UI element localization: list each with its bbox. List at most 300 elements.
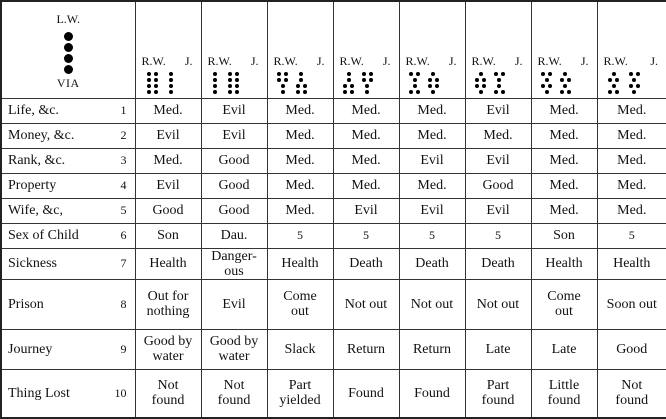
figure-dot	[284, 72, 288, 76]
table-cell: Med.	[267, 98, 333, 123]
figure-line	[147, 84, 158, 88]
table-cell: Death	[399, 248, 465, 279]
row-label-cell	[1, 329, 135, 369]
table-cell: Med.	[333, 173, 399, 198]
geomantic-figures	[532, 68, 581, 94]
figure-line	[228, 78, 239, 82]
table-cell: Evil	[201, 98, 267, 123]
figure-line	[629, 72, 640, 76]
figure-dot	[563, 84, 567, 88]
table-cell: Good by water	[201, 329, 267, 369]
j-figure	[560, 72, 571, 94]
figure-line	[428, 72, 439, 76]
row-label-cell	[1, 223, 135, 248]
table-cell: Danger- ous	[201, 248, 267, 279]
figure-dot	[413, 84, 417, 88]
figure-dot	[154, 72, 158, 76]
table-cell: Med.	[531, 173, 597, 198]
table-cell: 5	[399, 223, 465, 248]
geomantic-figures	[400, 68, 449, 94]
figure-line	[560, 90, 571, 94]
figure-dot	[632, 78, 636, 82]
figure-dot	[475, 84, 479, 88]
figure-line	[362, 72, 373, 76]
figure-dot	[228, 78, 232, 82]
figure-line	[494, 90, 505, 94]
figure-dot	[482, 78, 486, 82]
via-dot	[64, 43, 73, 52]
table-cell: Med.	[597, 173, 666, 198]
figure-line	[541, 72, 552, 76]
table-row	[1, 98, 666, 123]
figure-line	[228, 72, 239, 76]
via-label: VIA	[56, 76, 80, 90]
row-label: Prison	[8, 296, 44, 312]
figure-dot	[362, 72, 366, 76]
figure-dot	[615, 90, 619, 94]
table-cell: Not found	[201, 369, 267, 418]
rw-label: R.W.	[603, 53, 628, 68]
figure-dot	[431, 72, 435, 76]
figure-line	[494, 84, 505, 88]
figure-line	[541, 78, 552, 82]
j-figure	[428, 72, 439, 94]
corner-cell	[1, 1, 135, 98]
figure-line	[409, 78, 420, 82]
column-header-labels	[202, 54, 267, 68]
figure-line	[213, 90, 217, 94]
rw-label: R.W.	[405, 53, 430, 68]
row-number: 2	[120, 128, 127, 142]
table-cell: Health	[267, 248, 333, 279]
j-figure	[494, 72, 505, 94]
rw-figure	[409, 72, 420, 94]
figure-line	[343, 90, 354, 94]
row-number: 4	[120, 178, 127, 192]
figure-dot	[281, 90, 285, 94]
figure-line	[541, 90, 552, 94]
figure-line	[475, 84, 486, 88]
rw-label: R.W.	[141, 53, 166, 68]
row-label-cell	[1, 148, 135, 173]
figure-line	[213, 72, 217, 76]
table-cell: Good	[201, 198, 267, 223]
figure-dot	[284, 78, 288, 82]
figure-dot	[428, 84, 432, 88]
table-cell: Evil	[465, 198, 531, 223]
geomantic-figures	[334, 68, 383, 94]
row-label: Property	[8, 178, 57, 193]
table-cell: Med.	[267, 198, 333, 223]
figure-dot	[235, 84, 239, 88]
table-cell: Med.	[399, 123, 465, 148]
row-number: 5	[120, 203, 127, 217]
table-cell: Good	[465, 173, 531, 198]
figure-dot	[303, 84, 307, 88]
column-header-labels	[268, 54, 333, 68]
row-number: 9	[120, 341, 127, 356]
figure-dot	[431, 90, 435, 94]
row-label: Sickness	[8, 256, 57, 271]
table-cell: Evil	[399, 148, 465, 173]
figure-dot	[228, 84, 232, 88]
figure-dot	[213, 78, 217, 82]
figure-line	[277, 84, 288, 88]
row-label: Life, &c.	[8, 103, 59, 118]
figure-dot	[350, 84, 354, 88]
table-cell: Med.	[597, 148, 666, 173]
figure-dot	[213, 72, 217, 76]
figure-dot	[235, 72, 239, 76]
figure-line	[608, 72, 619, 76]
figure-dot	[147, 90, 151, 94]
j-label: J.	[580, 53, 589, 68]
figure-line	[608, 90, 619, 94]
figure-dot	[545, 78, 549, 82]
figure-line	[296, 78, 307, 82]
rw-figure	[541, 72, 552, 94]
figure-dot	[435, 78, 439, 82]
column-header-labels	[532, 54, 597, 68]
figure-dot	[277, 72, 281, 76]
figure-line	[228, 90, 239, 94]
figure-line	[362, 78, 373, 82]
figure-line	[343, 84, 354, 88]
row-label: Money, &c.	[8, 128, 75, 143]
figure-dot	[435, 84, 439, 88]
j-label: J.	[448, 53, 457, 68]
figure-dot	[475, 78, 479, 82]
figure-dot	[612, 72, 616, 76]
table-cell: Slack	[267, 329, 333, 369]
figure-line	[608, 84, 619, 88]
table-cell: Evil	[135, 123, 201, 148]
figure-dot	[548, 72, 552, 76]
figure-dot	[632, 90, 636, 94]
figure-line	[560, 72, 571, 76]
table-row	[1, 223, 666, 248]
table-cell: Evil	[201, 279, 267, 329]
figure-dot	[541, 84, 545, 88]
row-label-cell	[1, 123, 135, 148]
table-cell: Good	[597, 329, 666, 369]
column-header-labels	[334, 54, 399, 68]
figure-dot	[501, 90, 505, 94]
table-row	[1, 279, 666, 329]
row-number: 7	[120, 256, 127, 270]
j-label: J.	[650, 53, 658, 68]
table-cell: Not found	[135, 369, 201, 418]
geomantic-figures	[136, 68, 185, 94]
j-label: J.	[514, 53, 523, 68]
table-cell: Med.	[531, 123, 597, 148]
row-label-cell	[1, 248, 135, 279]
figure-line	[296, 72, 307, 76]
table-row	[1, 329, 666, 369]
rw-label: R.W.	[339, 53, 364, 68]
figure-dot	[369, 78, 373, 82]
j-figure	[169, 72, 173, 94]
figure-dot	[169, 84, 173, 88]
figure-dot	[277, 78, 281, 82]
geomantic-figures	[466, 68, 515, 94]
figure-line	[560, 78, 571, 82]
j-label: J.	[250, 53, 259, 68]
figure-dot	[347, 78, 351, 82]
table-cell: Late	[465, 329, 531, 369]
figure-line	[494, 78, 505, 82]
figure-line	[169, 90, 173, 94]
lw-label: L.W.	[56, 12, 81, 26]
table-cell: Med.	[135, 148, 201, 173]
figure-dot	[409, 90, 413, 94]
table-cell: Out for nothing	[135, 279, 201, 329]
figure-dot	[365, 90, 369, 94]
figure-dot	[299, 78, 303, 82]
table-cell: Soon out	[597, 279, 666, 329]
figure-dot	[479, 72, 483, 76]
column-header-2	[201, 1, 267, 98]
figure-dot	[494, 72, 498, 76]
figure-dot	[416, 72, 420, 76]
rw-label: R.W.	[207, 53, 232, 68]
figure-line	[608, 78, 619, 82]
figure-line	[228, 84, 239, 88]
table-row	[1, 123, 666, 148]
figure-line	[362, 84, 373, 88]
table-cell: Med.	[333, 148, 399, 173]
column-header-4	[333, 1, 399, 98]
rw-figure	[147, 72, 158, 94]
figure-dot	[343, 90, 347, 94]
table-cell: Med.	[597, 123, 666, 148]
figure-line	[147, 78, 158, 82]
geomantic-figures	[202, 68, 251, 94]
figure-dot	[281, 84, 285, 88]
figure-line	[277, 90, 288, 94]
figure-dot	[169, 72, 173, 76]
figure-dot	[235, 78, 239, 82]
figure-dot	[629, 72, 633, 76]
figure-dot	[296, 84, 300, 88]
j-figure	[296, 72, 307, 94]
figure-dot	[615, 78, 619, 82]
figure-line	[409, 90, 420, 94]
j-figure	[629, 72, 640, 94]
figure-line	[494, 72, 505, 76]
table-cell: 5	[465, 223, 531, 248]
table-cell: Med.	[465, 123, 531, 148]
figure-line	[428, 90, 439, 94]
via-dot	[64, 54, 73, 63]
table-cell: Part yielded	[267, 369, 333, 418]
table-cell: Return	[333, 329, 399, 369]
figure-dot	[347, 72, 351, 76]
figure-line	[475, 72, 486, 76]
figure-dot	[299, 72, 303, 76]
row-label-cell	[1, 173, 135, 198]
figure-line	[147, 72, 158, 76]
figure-dot	[608, 90, 612, 94]
table-cell: Med.	[333, 98, 399, 123]
figure-dot	[482, 84, 486, 88]
table-cell: Health	[597, 248, 666, 279]
table-row	[1, 173, 666, 198]
j-label: J.	[382, 53, 391, 68]
table-cell: Come out	[531, 279, 597, 329]
table-cell: 5	[333, 223, 399, 248]
figure-line	[169, 84, 173, 88]
table-cell: Health	[135, 248, 201, 279]
figure-dot	[235, 90, 239, 94]
figure-line	[362, 90, 373, 94]
figure-dot	[213, 84, 217, 88]
j-figure	[228, 72, 239, 94]
via-dot	[64, 32, 73, 41]
figure-dot	[428, 78, 432, 82]
figure-dot	[169, 90, 173, 94]
figure-dot	[608, 78, 612, 82]
j-figure	[362, 72, 373, 94]
column-header-8	[597, 1, 666, 98]
table-cell: Med.	[333, 123, 399, 148]
column-header-6	[465, 1, 531, 98]
figure-dot	[560, 90, 564, 94]
via-dot	[64, 65, 73, 74]
rw-label: R.W.	[471, 53, 496, 68]
rw-label: R.W.	[537, 53, 562, 68]
figure-dot	[350, 90, 354, 94]
table-cell: Return	[399, 329, 465, 369]
rw-figure	[343, 72, 354, 94]
figure-line	[409, 84, 420, 88]
figure-dot	[541, 72, 545, 76]
table-row	[1, 148, 666, 173]
figure-line	[213, 78, 217, 82]
rw-label: R.W.	[273, 53, 298, 68]
row-label: Journey	[8, 341, 53, 357]
figure-line	[147, 90, 158, 94]
figure-line	[409, 72, 420, 76]
table-cell: Late	[531, 329, 597, 369]
figure-dot	[154, 78, 158, 82]
row-label: Thing Lost	[8, 385, 70, 401]
table-cell: 5	[597, 223, 666, 248]
table-cell: Not found	[597, 369, 666, 418]
column-header-3	[267, 1, 333, 98]
column-header-labels	[400, 54, 465, 68]
table-cell: Med.	[267, 148, 333, 173]
figure-line	[541, 84, 552, 88]
figure-dot	[629, 84, 633, 88]
rw-figure	[475, 72, 486, 94]
table-row	[1, 369, 666, 418]
figure-line	[428, 84, 439, 88]
table-cell: Good by water	[135, 329, 201, 369]
table-cell: 5	[267, 223, 333, 248]
table-cell: Dau.	[201, 223, 267, 248]
figure-dot	[545, 90, 549, 94]
figure-dot	[636, 72, 640, 76]
column-header-labels	[136, 54, 201, 68]
table-cell: Found	[333, 369, 399, 418]
table-cell: Found	[399, 369, 465, 418]
table-cell: Health	[531, 248, 597, 279]
table-cell: Good	[201, 148, 267, 173]
row-label: Sex of Child	[8, 228, 79, 243]
rw-figure	[277, 72, 288, 94]
figure-line	[560, 84, 571, 88]
figure-dot	[343, 84, 347, 88]
figure-line	[629, 90, 640, 94]
figure-line	[343, 78, 354, 82]
column-header-1	[135, 1, 201, 98]
via-figure	[2, 32, 135, 74]
figure-line	[277, 72, 288, 76]
row-label-cell	[1, 369, 135, 418]
table-cell: Part found	[465, 369, 531, 418]
table-cell: Med.	[597, 98, 666, 123]
figure-dot	[213, 90, 217, 94]
j-label: J.	[184, 53, 193, 68]
figure-dot	[416, 90, 420, 94]
table-cell: Evil	[465, 98, 531, 123]
table-cell: Little found	[531, 369, 597, 418]
header-row	[1, 1, 666, 98]
rw-figure	[608, 72, 619, 94]
figure-dot	[296, 90, 300, 94]
table-cell: Son	[135, 223, 201, 248]
table-cell: Med.	[267, 123, 333, 148]
row-label: Wife, &c,	[8, 203, 64, 218]
figure-line	[475, 78, 486, 82]
j-label: J.	[316, 53, 325, 68]
table-row	[1, 198, 666, 223]
table-cell: Son	[531, 223, 597, 248]
figure-dot	[409, 72, 413, 76]
row-number: 6	[120, 228, 127, 242]
figure-dot	[567, 90, 571, 94]
figure-dot	[228, 90, 232, 94]
figure-dot	[154, 90, 158, 94]
table-cell: Evil	[399, 198, 465, 223]
table-cell: Med.	[135, 98, 201, 123]
table-cell: Evil	[465, 148, 531, 173]
geomantic-figures	[268, 68, 317, 94]
table-cell: Med.	[399, 173, 465, 198]
column-header-7	[531, 1, 597, 98]
table-cell: Med.	[597, 198, 666, 223]
figure-dot	[501, 72, 505, 76]
figure-line	[277, 78, 288, 82]
row-number: 1	[120, 103, 127, 117]
row-label: Rank, &c.	[8, 153, 66, 168]
figure-dot	[479, 90, 483, 94]
figure-dot	[228, 72, 232, 76]
table-cell: Death	[333, 248, 399, 279]
figure-line	[169, 72, 173, 76]
figure-dot	[636, 84, 640, 88]
figure-dot	[548, 84, 552, 88]
row-label-cell	[1, 279, 135, 329]
table-cell: Evil	[135, 173, 201, 198]
figure-dot	[497, 84, 501, 88]
figure-dot	[563, 72, 567, 76]
table-cell: Come out	[267, 279, 333, 329]
figure-dot	[362, 78, 366, 82]
figure-dot	[369, 72, 373, 76]
table-cell: Med.	[267, 173, 333, 198]
